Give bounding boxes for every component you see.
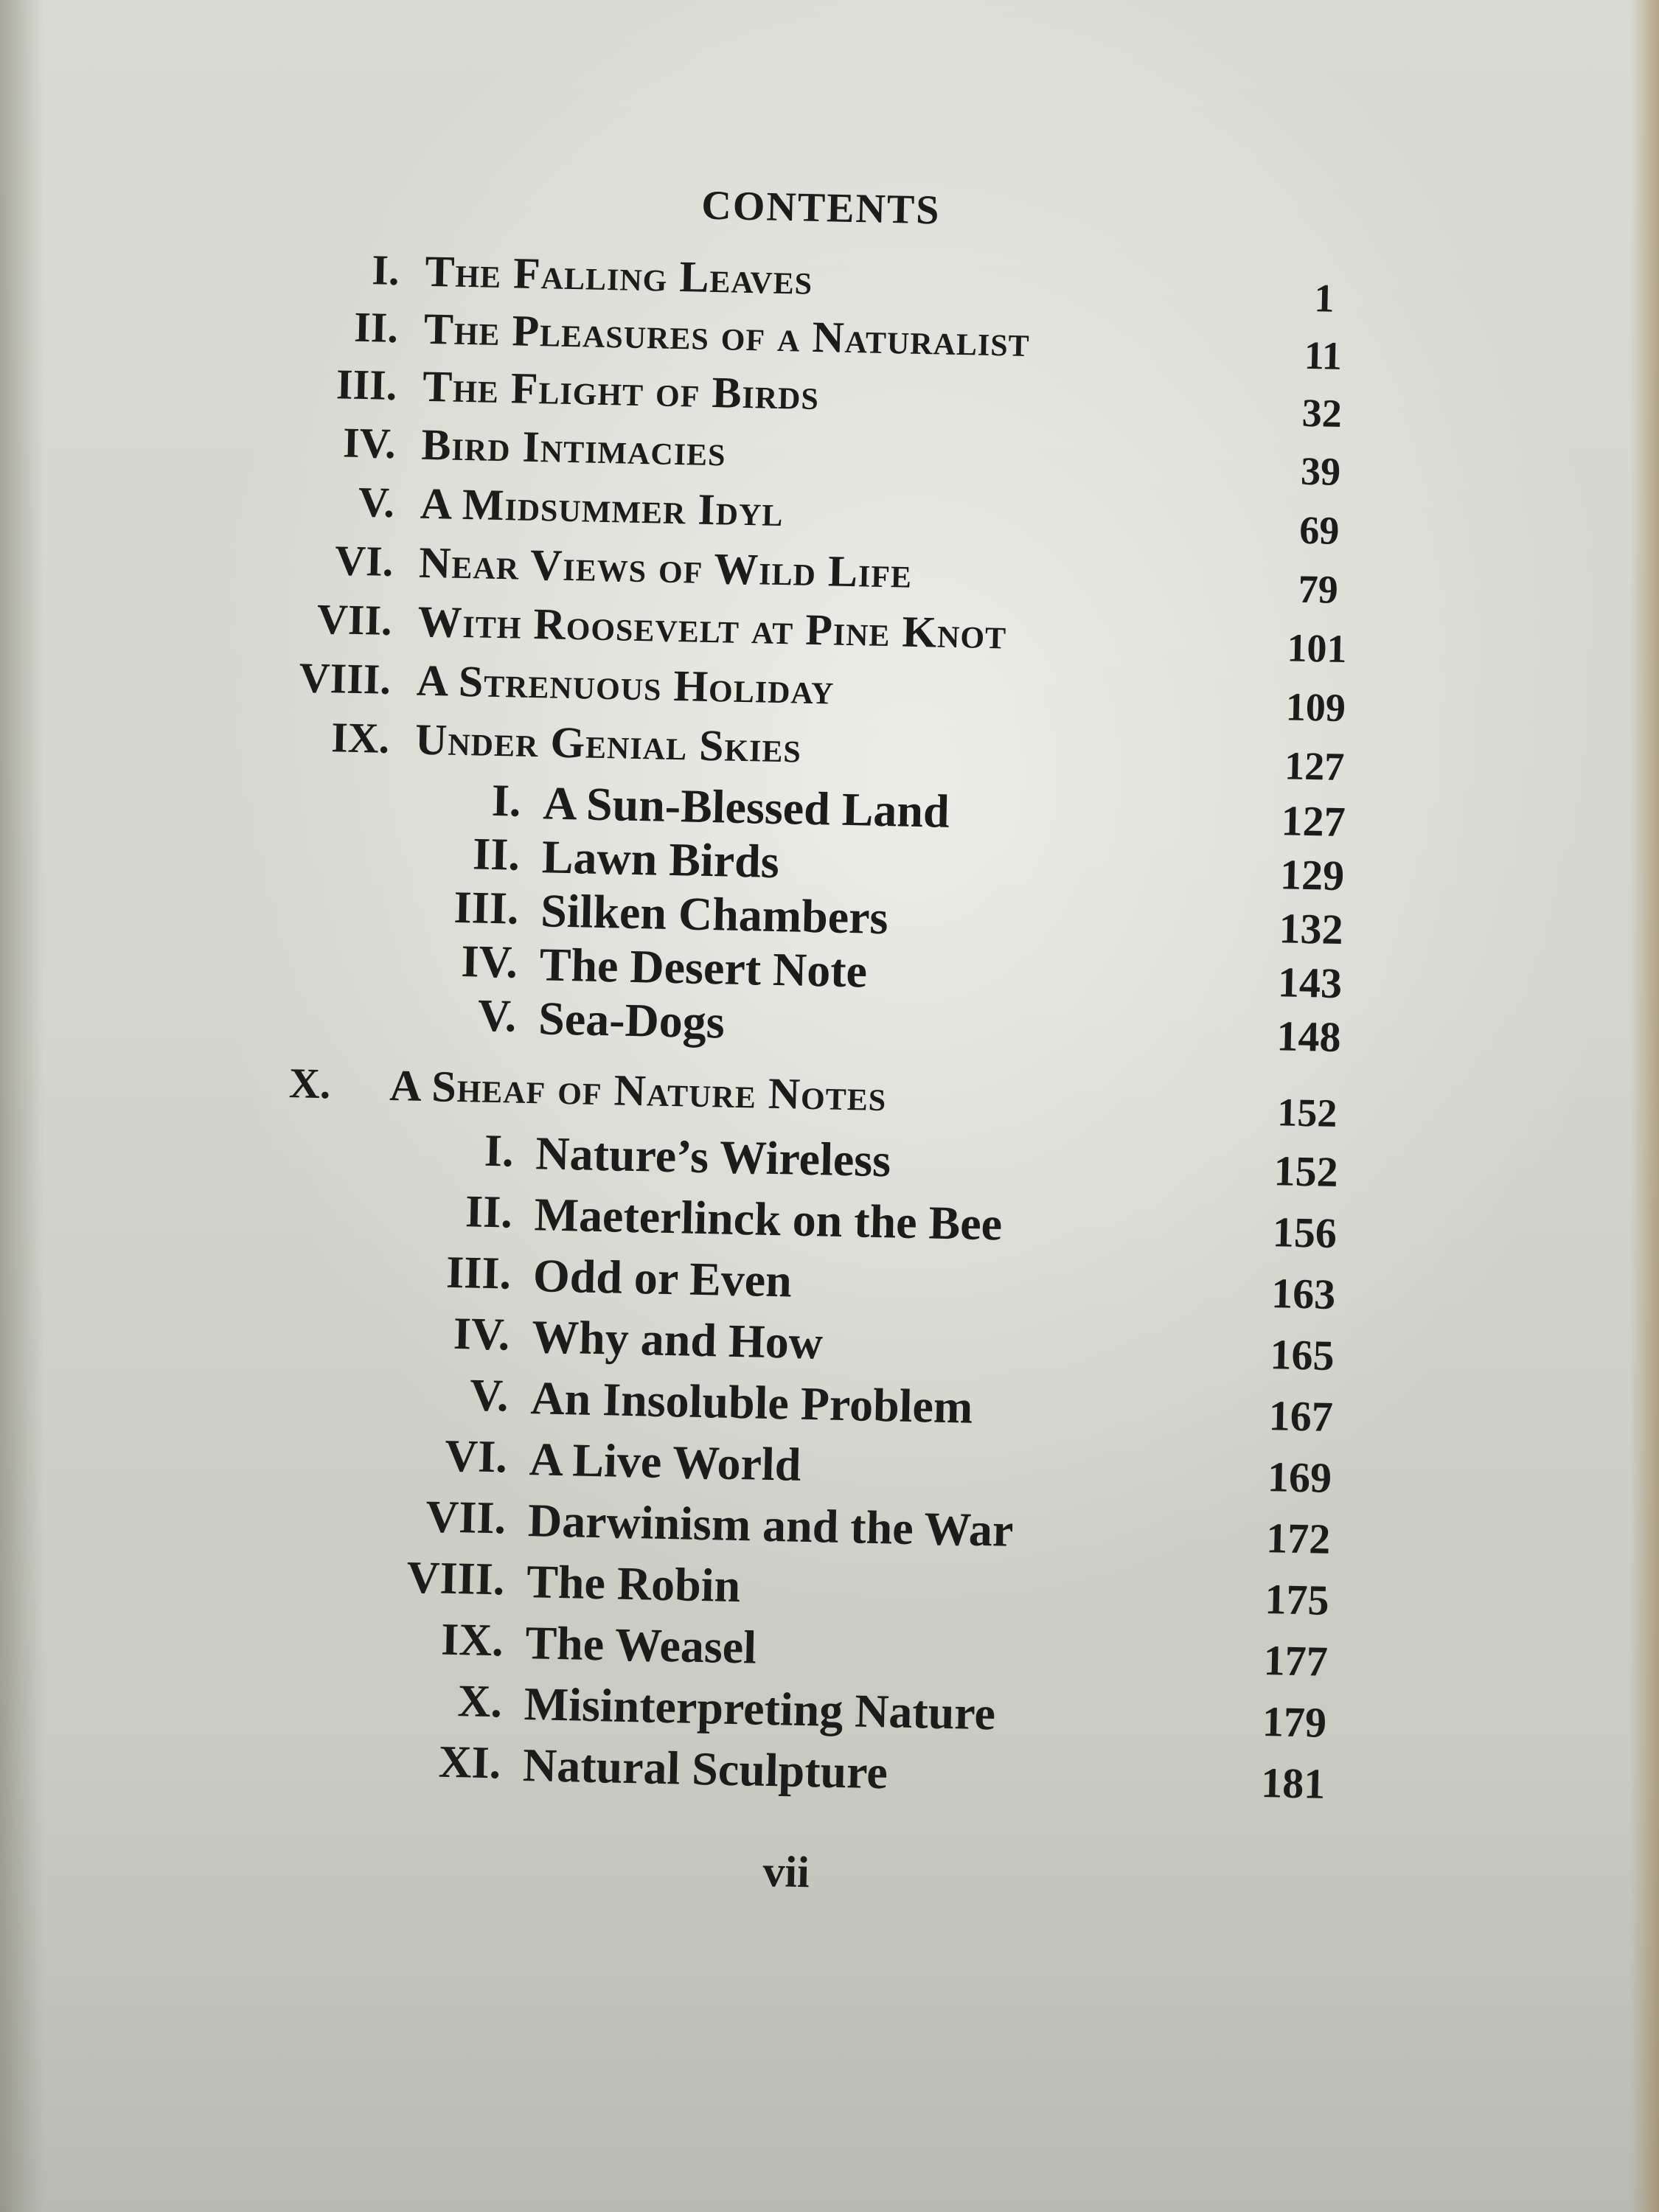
page-number: 148 — [1276, 1012, 1342, 1062]
section-number: VII. — [425, 1492, 507, 1544]
section-number: IV. — [460, 936, 518, 988]
page-number: 32 — [1301, 390, 1343, 436]
section-number: I. — [491, 775, 522, 827]
section-number: II. — [472, 829, 521, 880]
page-number: 152 — [1273, 1147, 1339, 1197]
chapter-number: IV. — [342, 418, 397, 468]
section-number: VI. — [444, 1430, 508, 1483]
section-title: Darwinism and the War — [527, 1494, 1015, 1557]
page-number: 172 — [1265, 1514, 1331, 1563]
page-number: 179 — [1262, 1697, 1327, 1747]
page-number: 79 — [1298, 566, 1339, 612]
page-number: 129 — [1279, 850, 1345, 900]
chapter-number: I. — [371, 246, 400, 295]
chapter-title: A Midsummer Idyl — [420, 479, 785, 536]
page-number: 69 — [1298, 507, 1340, 553]
chapter-number: VI. — [334, 536, 394, 585]
section-number: XI. — [438, 1736, 501, 1789]
page-number: 1 — [1313, 276, 1335, 321]
section-title: The Desert Note — [539, 938, 868, 998]
page-number: 163 — [1270, 1269, 1336, 1318]
chapter-title: Bird Intimacies — [420, 420, 727, 476]
section-number: II. — [465, 1186, 513, 1238]
section-title: Nature’s Wireless — [535, 1127, 891, 1187]
section-title: Natural Sculpture — [522, 1739, 888, 1799]
chapter-title: With Roosevelt at Pine Knot — [417, 597, 1007, 658]
contents-heading: CONTENTS — [700, 182, 942, 234]
page-number: 167 — [1268, 1391, 1334, 1441]
chapter-number: III. — [335, 360, 397, 410]
page-number: 132 — [1278, 904, 1344, 954]
section-title: The Weasel — [524, 1616, 757, 1674]
page-folio: vii — [762, 1846, 810, 1897]
section-title: The Robin — [526, 1555, 741, 1613]
page-number: 165 — [1269, 1330, 1335, 1380]
section-title: A Live World — [529, 1433, 802, 1491]
section-number: V. — [469, 1370, 509, 1422]
page-number: 177 — [1263, 1636, 1329, 1686]
page-number: 11 — [1304, 333, 1343, 378]
chapter-title: The Falling Leaves — [424, 246, 813, 304]
section-title: Misinterpreting Nature — [524, 1677, 996, 1740]
chapter-title: Under Genial Skies — [414, 714, 802, 772]
chapter-number: V. — [358, 477, 395, 527]
page-number: 169 — [1267, 1453, 1332, 1502]
section-number: VIII. — [406, 1552, 506, 1605]
section-number: III. — [445, 1247, 512, 1299]
chapter-title: Near Views of Wild Life — [418, 538, 913, 597]
page-number: 156 — [1272, 1208, 1338, 1257]
section-title: Odd or Even — [532, 1249, 793, 1307]
page-number: 101 — [1286, 625, 1348, 672]
section-title: Maeterlinck on the Bee — [534, 1188, 1003, 1251]
section-title: An Insoluble Problem — [529, 1371, 973, 1433]
chapter-number: X. — [288, 1059, 332, 1108]
section-title: Silken Chambers — [540, 884, 889, 945]
page-number: 143 — [1277, 958, 1343, 1008]
section-title: Why and How — [531, 1310, 824, 1369]
section-number: IX. — [440, 1614, 504, 1666]
section-number: III. — [453, 882, 520, 934]
page-number: 152 — [1276, 1090, 1338, 1135]
chapter-title: The Flight of Birds — [422, 361, 820, 420]
page-number: 181 — [1260, 1759, 1326, 1808]
section-number: X. — [456, 1676, 503, 1728]
chapter-title: A Sheaf of Nature Notes — [389, 1061, 887, 1121]
chapter-title: The Pleasures of a Naturalist — [423, 304, 1031, 366]
page-number: 175 — [1264, 1575, 1330, 1624]
page-number: 109 — [1285, 684, 1346, 731]
chapter-number: IX. — [330, 713, 390, 762]
section-number: V. — [477, 990, 518, 1042]
chapter-number: II. — [353, 302, 399, 352]
section-number: I. — [484, 1125, 515, 1177]
section-title: Lawn Birds — [541, 830, 780, 888]
section-title: Sea-Dogs — [538, 992, 726, 1048]
chapter-number: VII. — [316, 594, 393, 644]
page-number: 39 — [1300, 448, 1341, 494]
chapter-number: VIII. — [299, 653, 392, 703]
page-number: 127 — [1284, 743, 1345, 790]
section-number: IV. — [453, 1308, 511, 1360]
section-title: A Sun-Blessed Land — [542, 776, 950, 838]
chapter-title: A Strenuous Holiday — [416, 655, 835, 714]
page-number: 127 — [1280, 796, 1346, 846]
